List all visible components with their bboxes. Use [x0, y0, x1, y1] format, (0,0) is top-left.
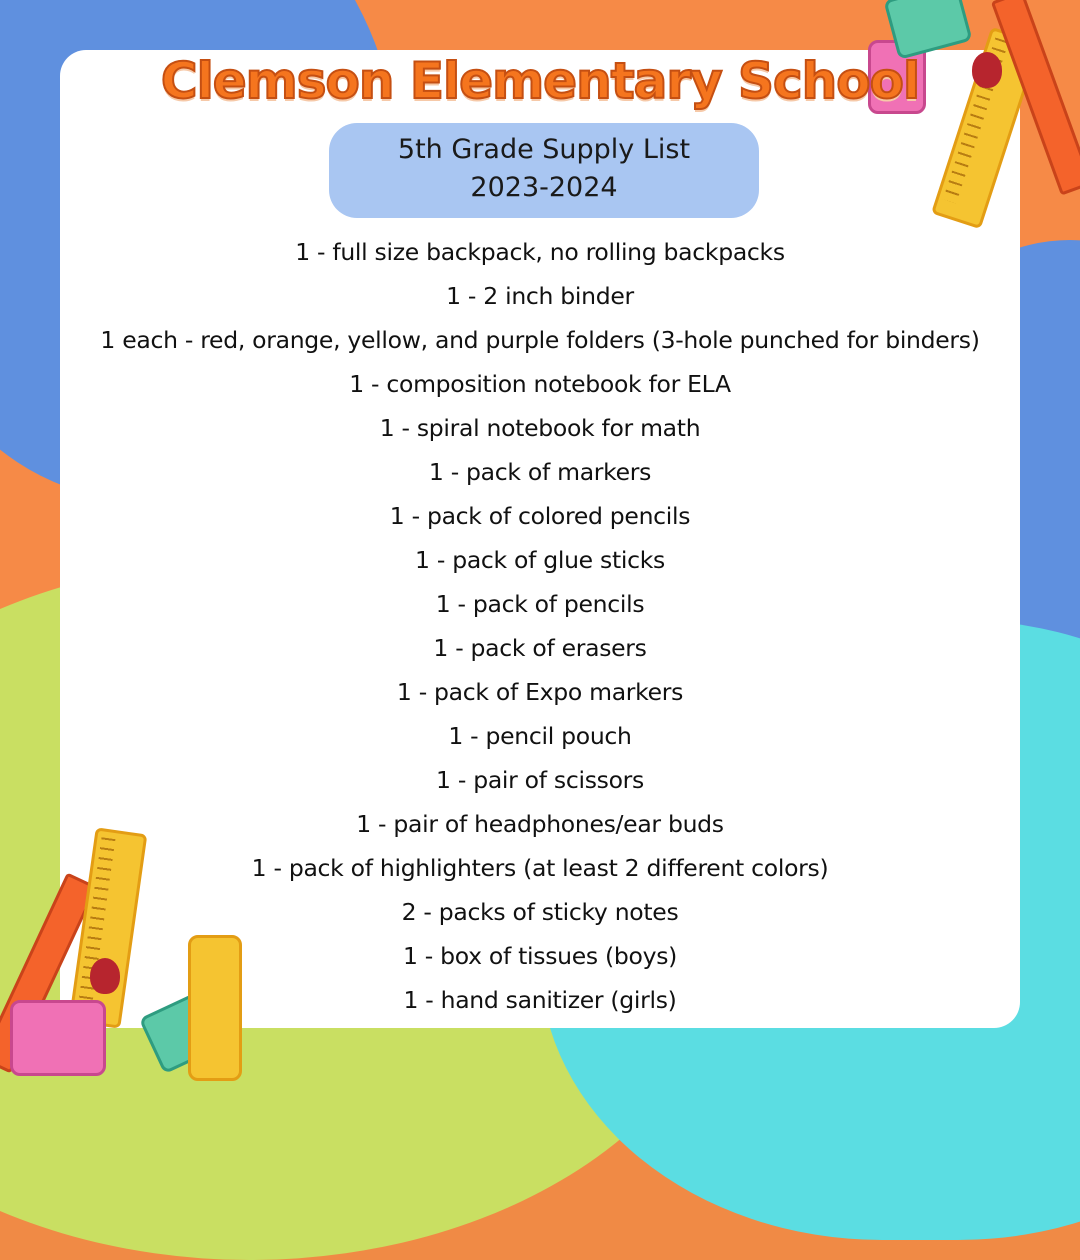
list-title-badge [329, 123, 759, 218]
list-item: 1 - pair of scissors [436, 766, 644, 794]
list-item: 1 - pack of markers [428, 458, 652, 486]
list-item: 1 - composition notebook for ELA [349, 370, 731, 398]
list-item: 1 - spiral notebook for math [379, 414, 701, 442]
list-item: 1 - box of tissues (boys) [402, 942, 678, 970]
list-item: 1 - hand sanitizer (girls) [403, 986, 677, 1014]
list-item: 2 - packs of sticky notes [401, 898, 679, 926]
list-item: 1 - pack of erasers [433, 634, 647, 662]
list-item: 1 - pack of glue sticks [415, 546, 665, 574]
list-item: 1 - pack of Expo markers [396, 678, 684, 706]
list-item: 1 each - red, orange, yellow, and purple folders (3-hole punched for binders) [100, 326, 980, 354]
list-item: 1 - full size backpack, no rolling backpacks [295, 238, 785, 266]
list-item: 1 - pack of pencils [435, 590, 645, 618]
list-item: 1 - pack of highlighters (at least 2 different colors) [251, 854, 829, 882]
list-item: 1 - pair of headphones/ear buds [356, 810, 724, 838]
list-item: 1 - pencil pouch [448, 722, 632, 750]
school-name-title: Clemson Elementary School [160, 52, 920, 110]
list-title: 5th Grade Supply List [397, 134, 691, 165]
list-item: 1 - pack of colored pencils [389, 502, 691, 530]
supply-list [60, 230, 1020, 1022]
school-year: 2023-2024 [470, 172, 618, 203]
list-item: 1 - 2 inch binder [446, 282, 634, 310]
